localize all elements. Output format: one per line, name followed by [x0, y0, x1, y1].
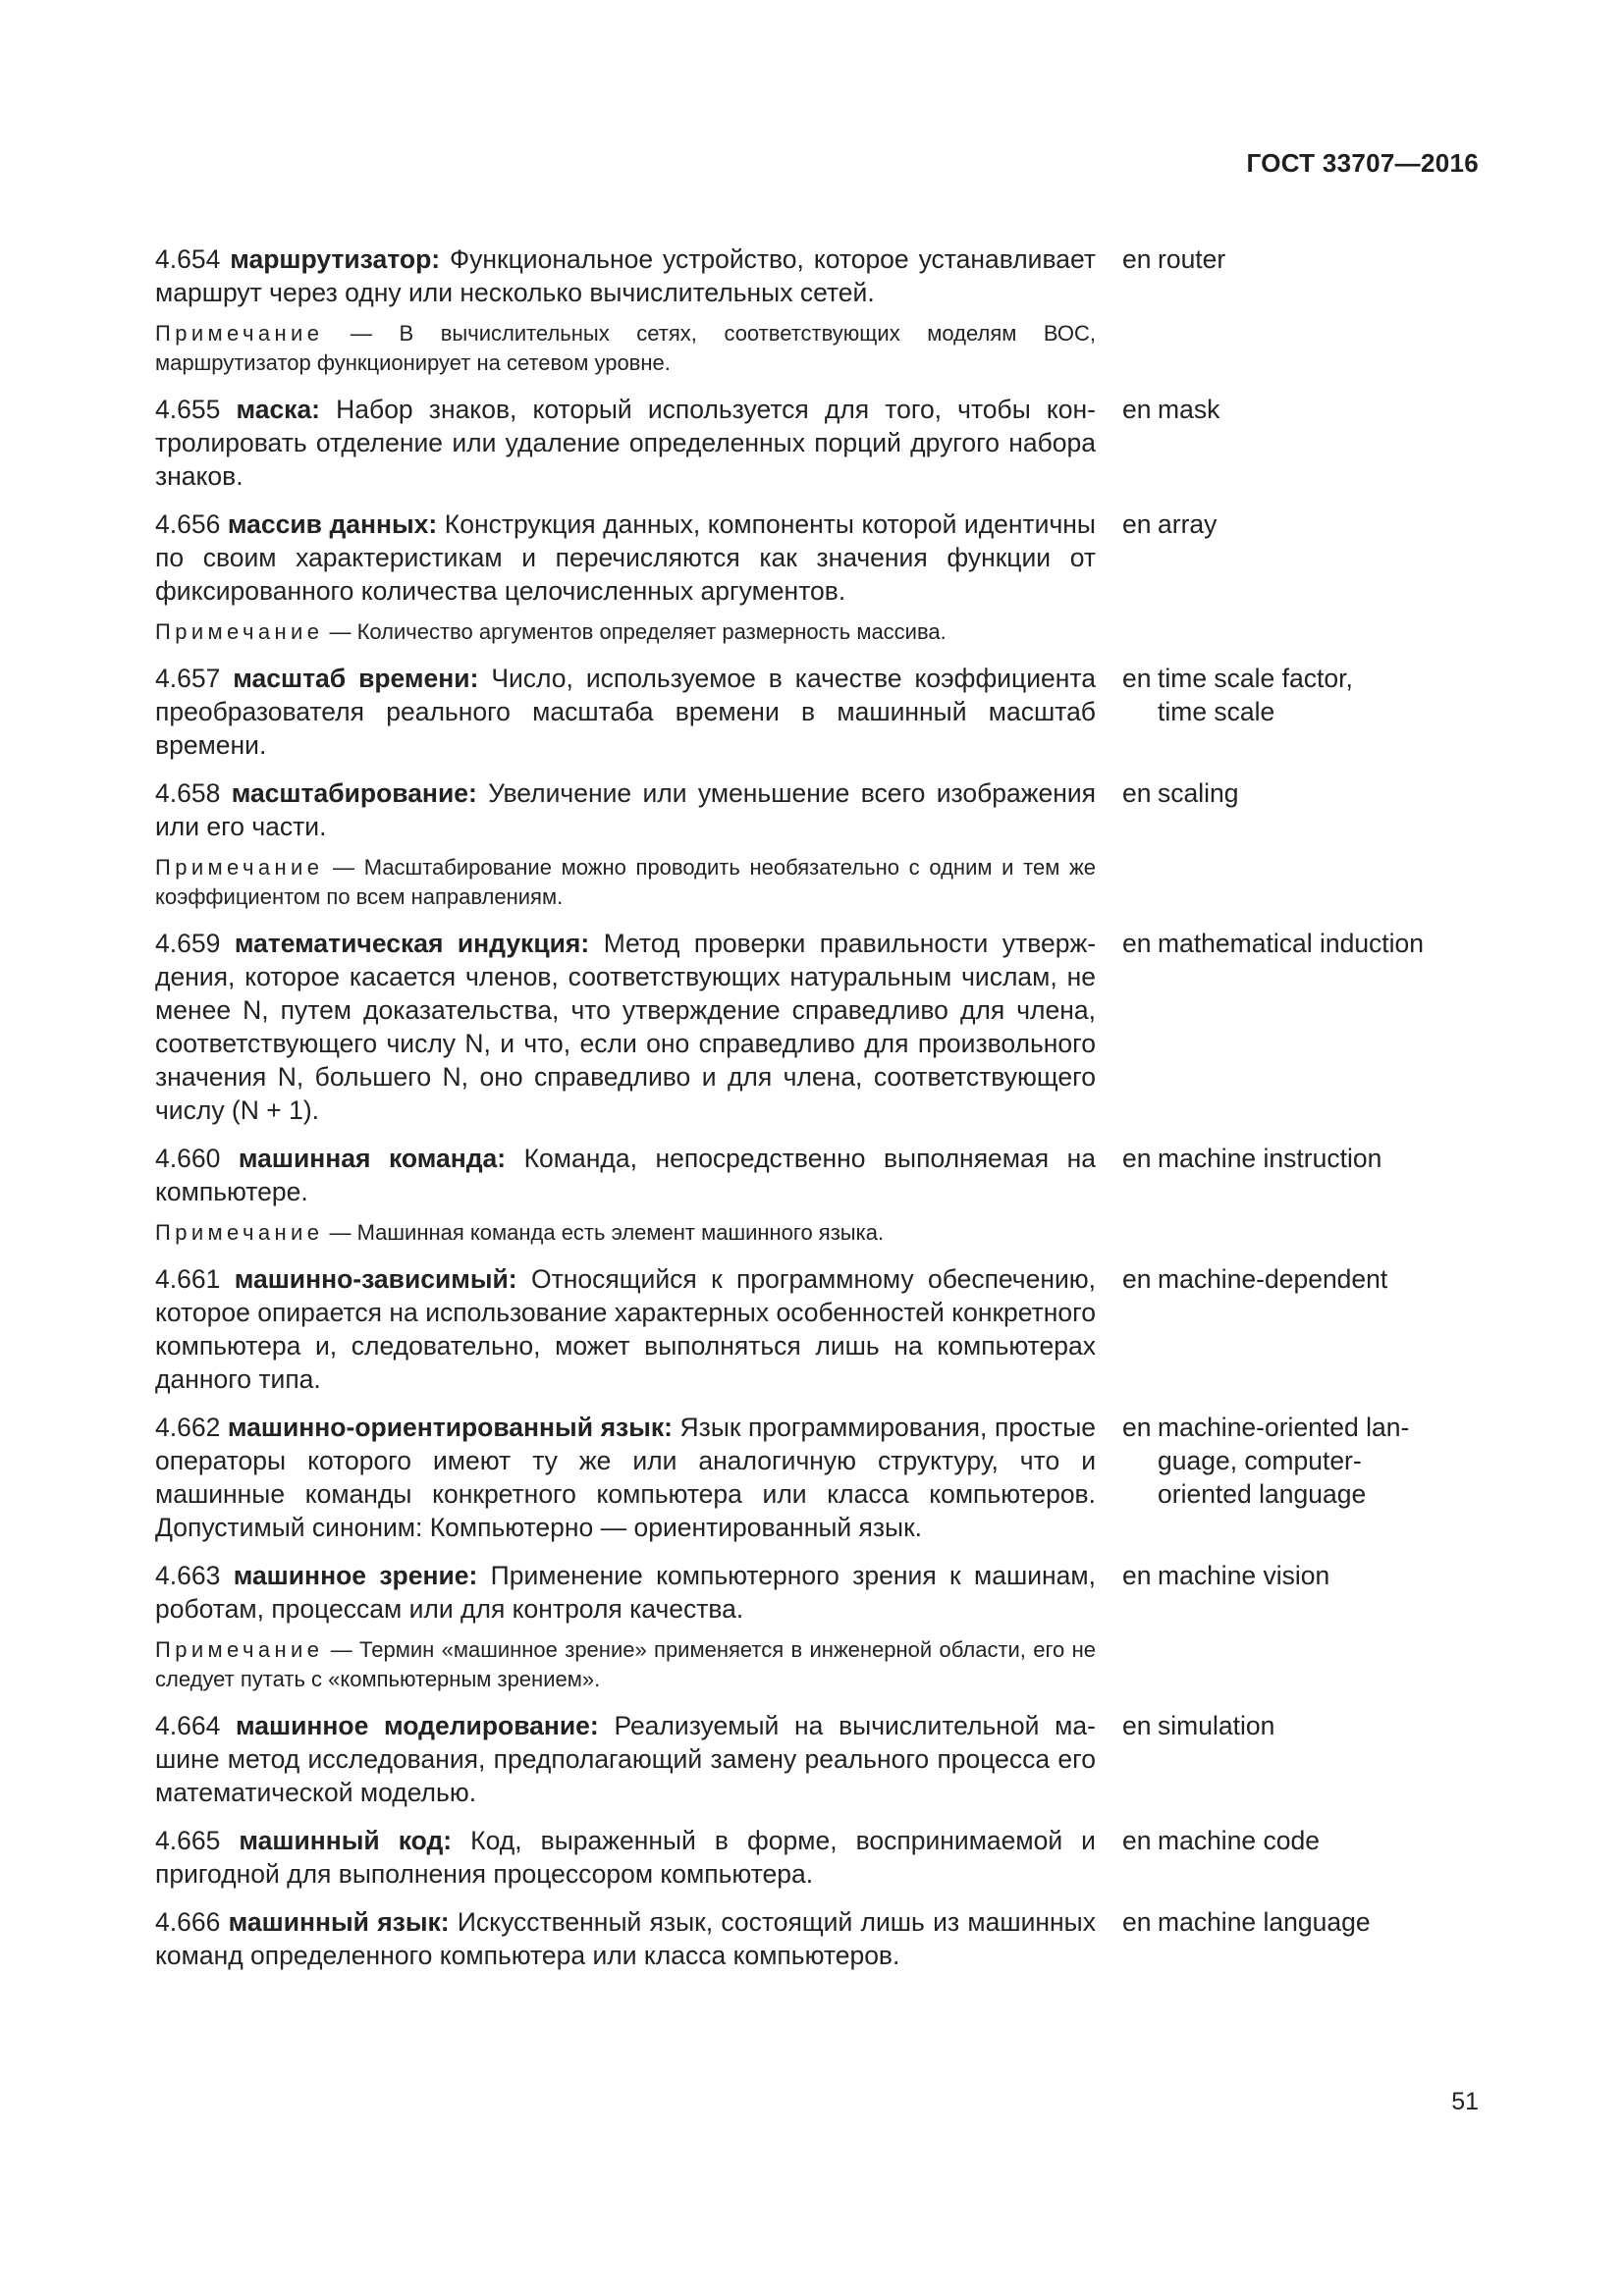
term-definition-block	[155, 242, 1096, 309]
term-definition-block	[155, 927, 1096, 1127]
page-number: 51	[1451, 2088, 1479, 2115]
english-term-line: time scale factor,	[1158, 664, 1353, 693]
term-definition: Относящийся к программному обеспечению, которое опирается на использование характерных особенностей конкретного компьютера и, следовательно, может выполняться лишь на компьютерах данного типа.	[155, 1264, 1096, 1394]
term-number: 4.658	[155, 778, 221, 808]
term-entry	[155, 393, 1481, 493]
term-definition-block	[155, 393, 1096, 493]
term-name: масштабирование:	[231, 778, 477, 808]
term-entry	[155, 662, 1481, 762]
note-label: Примечание	[155, 1220, 324, 1245]
term-definition: Реализуемый на вычислительной машине метод исследования, предполагающий замену реального процесса его математической моделью.	[155, 1711, 1096, 1807]
english-term-line: mask	[1158, 395, 1220, 424]
terms-list	[155, 242, 1481, 1987]
term-number: 4.660	[155, 1144, 221, 1173]
term-number: 4.664	[155, 1711, 221, 1740]
english-equivalent	[1158, 507, 1481, 541]
term-definition-block	[155, 1142, 1096, 1208]
term-definition: Код, выраженный в форме, воспринимаемой и пригодной для выполнения процессором компьютера.	[155, 1826, 1096, 1889]
term-note	[155, 319, 1096, 378]
english-equivalent	[1158, 1905, 1481, 1939]
language-code: en	[1122, 395, 1152, 424]
term-name: машинно-зависимый:	[234, 1264, 517, 1294]
english-term-line: array	[1158, 509, 1218, 539]
language-code: en	[1122, 1413, 1152, 1442]
english-term-line: router	[1158, 244, 1226, 274]
term-definition-block	[155, 1709, 1096, 1809]
term-entry	[155, 927, 1481, 1127]
term-entry	[155, 1559, 1481, 1626]
note-text: — Масштабирование можно проводить необязательно с одним и тем же коэффициентом по всем направлениям.	[155, 855, 1096, 909]
note-label: Примечание	[155, 321, 324, 346]
english-equivalent	[1158, 1411, 1481, 1511]
language-code: en	[1122, 509, 1152, 539]
term-definition: Набор знаков, который используется для того, чтобы контролировать отделение или удаление определенных порций другого набора знаков.	[155, 395, 1096, 491]
english-term-line: oriented language	[1158, 1479, 1367, 1509]
english-equivalent	[1158, 927, 1481, 960]
term-name: маска:	[236, 395, 321, 424]
english-equivalent	[1158, 776, 1481, 810]
language-code: en	[1122, 1711, 1152, 1740]
english-term-line: guage, computer-	[1158, 1446, 1362, 1475]
term-definition-block	[155, 776, 1096, 843]
term-name: машинный код:	[239, 1826, 453, 1855]
language-code: en	[1122, 1561, 1152, 1590]
term-entry	[155, 776, 1481, 843]
term-name: машинное зрение:	[233, 1561, 478, 1590]
english-term-line: simulation	[1158, 1711, 1275, 1740]
english-equivalent	[1158, 393, 1481, 426]
english-term-line: scaling	[1158, 778, 1239, 808]
term-definition: Команда, непосредственно выполняемая на компьютере.	[155, 1144, 1096, 1206]
term-number: 4.656	[155, 509, 221, 539]
note-label: Примечание	[155, 855, 324, 880]
term-entry	[155, 1824, 1481, 1891]
note-label: Примечание	[155, 619, 324, 644]
term-number: 4.654	[155, 244, 221, 274]
term-definition: Метод проверки правильности утверждения, которое касается членов, соответствующих натуральным числам, не менее N, путем доказательства, что утверждение справедливо для члена, соответствующего числу N, и что, если оно справедливо для произвольного значения N, большего N, оно справедливо и для члена, соответствующего числу (N + 1).	[155, 929, 1097, 1125]
term-definition-block	[155, 1824, 1096, 1891]
term-entry	[155, 1709, 1481, 1809]
term-definition: Увеличение или уменьшение всего изображения или его части.	[155, 778, 1096, 841]
english-term-line: machine-oriented lan-	[1158, 1413, 1410, 1442]
english-equivalent	[1158, 662, 1481, 728]
term-definition: Применение компьютерного зрения к машинам, роботам, процессам или для контроля качества.	[155, 1561, 1096, 1624]
term-definition-block	[155, 1559, 1096, 1626]
document-header: ГОСТ 33707—2016	[1246, 148, 1479, 178]
english-term-line: mathematical induction	[1158, 929, 1425, 958]
term-definition: Конструкция данных, компоненты которой идентичны по своим характеристикам и перечисляются как значения функции от фиксированного количества целочисленных аргументов.	[155, 509, 1096, 606]
term-definition-block	[155, 1262, 1096, 1396]
term-number: 4.666	[155, 1907, 221, 1937]
term-number: 4.659	[155, 929, 221, 958]
term-number: 4.663	[155, 1561, 221, 1590]
language-code: en	[1122, 244, 1152, 274]
term-note	[155, 1635, 1096, 1694]
english-term-line: machine code	[1158, 1826, 1320, 1855]
english-term-line: machine language	[1158, 1907, 1371, 1937]
language-code: en	[1122, 1907, 1152, 1937]
term-name: машинный язык:	[228, 1907, 450, 1937]
note-label: Примечание	[155, 1637, 324, 1662]
term-number: 4.655	[155, 395, 221, 424]
term-entry	[155, 1262, 1481, 1396]
term-definition: Функциональное устройство, которое устанавливает маршрут через одну или несколько вычислительных сетей.	[155, 244, 1096, 307]
note-text: — Количество аргументов определяет размерность массива.	[329, 619, 947, 644]
language-code: en	[1122, 1264, 1152, 1294]
term-entry	[155, 1905, 1481, 1972]
english-term-line: machine instruction	[1158, 1144, 1382, 1173]
term-name: масштаб времени:	[233, 664, 479, 693]
english-equivalent	[1158, 1709, 1481, 1742]
language-code: en	[1122, 929, 1152, 958]
term-name: математическая индукция:	[234, 929, 590, 958]
term-name: массив данных:	[227, 509, 438, 539]
english-equivalent	[1158, 242, 1481, 276]
note-text: — Термин «машинное зрение» применяется в инженерной области, его не следует путать с «компьютерным зрением».	[155, 1637, 1096, 1691]
term-note	[155, 853, 1096, 912]
english-equivalent	[1158, 1142, 1481, 1175]
term-definition-block	[155, 507, 1096, 608]
term-name: машинно-ориентированный язык:	[227, 1413, 673, 1442]
term-note	[155, 617, 1096, 647]
term-name: машинная команда:	[238, 1144, 507, 1173]
term-number: 4.662	[155, 1413, 221, 1442]
term-definition-block	[155, 662, 1096, 762]
english-equivalent	[1158, 1262, 1481, 1296]
note-text: — Машинная команда есть элемент машинного языка.	[329, 1220, 885, 1245]
term-number: 4.665	[155, 1826, 221, 1855]
term-definition-block	[155, 1411, 1096, 1544]
english-equivalent	[1158, 1559, 1481, 1592]
term-definition: Язык программирования, простые операторы которого имеют ту же или аналогичную структуру, что и машинные команды конкретного компьютера или класса компьютеров. Допустимый синоним: Компьютерно — ориентированный язык.	[155, 1413, 1096, 1542]
english-term-line: machine-dependent	[1158, 1264, 1388, 1294]
term-name: маршрутизатор:	[230, 244, 441, 274]
term-name: машинное моделирование:	[236, 1711, 599, 1740]
english-term-line: machine vision	[1158, 1561, 1330, 1590]
term-definition-block	[155, 1905, 1096, 1972]
language-code: en	[1122, 1826, 1152, 1855]
term-definition: Число, используемое в качестве коэффициента преобразователя реального масштаба времени в машинный масштаб времени.	[155, 664, 1096, 760]
english-term-line: time scale	[1158, 697, 1275, 726]
note-text: — В вычислительных сетях, соответствующих моделям ВОС, маршрутизатор функционирует на сетевом уровне.	[155, 321, 1096, 375]
english-equivalent	[1158, 1824, 1481, 1857]
language-code: en	[1122, 664, 1152, 693]
term-definition: Искусственный язык, состоящий лишь из машинных команд определенного компьютера или класса компьютеров.	[155, 1907, 1096, 1970]
term-entry	[155, 242, 1481, 309]
language-code: en	[1122, 778, 1152, 808]
term-entry	[155, 1142, 1481, 1208]
language-code: en	[1122, 1144, 1152, 1173]
term-entry	[155, 507, 1481, 608]
term-entry	[155, 1411, 1481, 1544]
term-note	[155, 1218, 1096, 1248]
term-number: 4.661	[155, 1264, 221, 1294]
term-number: 4.657	[155, 664, 221, 693]
